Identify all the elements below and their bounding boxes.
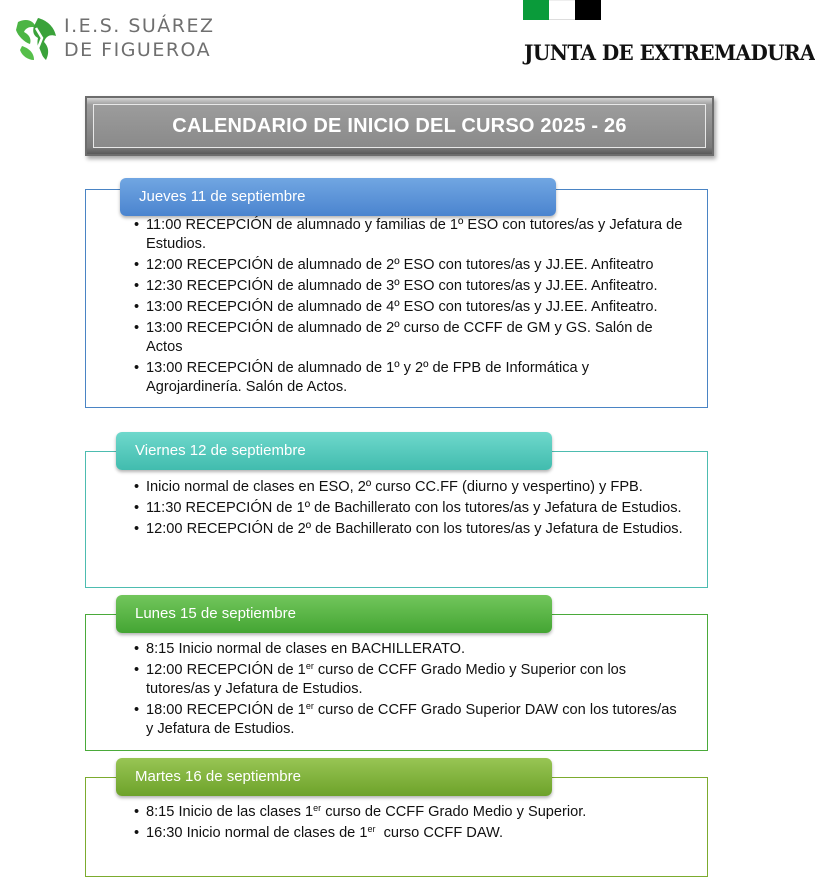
section-list-viernes [134,478,684,541]
section-header-viernes: Viernes 12 de septiembre [116,432,552,470]
school-leaf-logo-icon [12,14,60,64]
list-item: • 13:00 RECEPCIÓN de alumnado de 4º ESO con tutores/as y JJ.EE. Anfiteatro. [134,298,684,317]
page-title: CALENDARIO DE INICIO DEL CURSO 2025 - 26 [172,114,627,137]
list-item: • 12:00 RECEPCIÓN de 2º de Bachillerato con los tutores/as y Jefatura de Estudios. [134,520,684,539]
list-item: • 18:00 RECEPCIÓN de 1er curso de CCFF Grado Superior DAW con los tutores/as y Jefatura de Estudios. [134,701,684,740]
section-header-lunes: Lunes 15 de septiembre [116,595,552,633]
junta-name: JUNTA DE EXTREMADURA [524,40,815,65]
title-banner [85,96,714,156]
section-header-martes: Martes 16 de septiembre [116,758,552,796]
list-item: • 12:30 RECEPCIÓN de alumnado de 3º ESO con tutores/as y JJ.EE. Anfiteatro. [134,277,684,296]
list-item: • 11:00 RECEPCIÓN de alumnado y familias de 1º ESO con tutores/as y Jefatura de Estudios. [134,216,684,255]
list-item: • 12:00 RECEPCIÓN de 1er curso de CCFF Grado Medio y Superior con los tutores/as y Jefatura de Estudios. [134,661,684,700]
section-list-martes [134,803,684,845]
extremadura-flag-icon [523,0,601,20]
superscript-er: er [305,660,314,671]
school-name-line2: DE FIGUEROA [64,39,212,61]
list-item: • 11:30 RECEPCIÓN de 1º de Bachillerato con los tutores/as y Jefatura de Estudios. [134,499,684,518]
section-list-lunes [134,640,684,741]
list-item: • 8:15 Inicio de las clases 1er curso de CCFF Grado Medio y Superior. [134,803,684,822]
list-item: • 8:15 Inicio normal de clases en BACHILLERATO. [134,640,684,659]
section-list-jueves [134,216,684,399]
superscript-er: er [313,803,322,813]
superscript-er: er [367,823,376,834]
list-item: • 16:30 Inicio normal de clases de 1er curso CCFF DAW. [134,824,684,843]
school-logo [12,10,215,68]
list-item: • 13:00 RECEPCIÓN de alumnado de 2º curso de CCFF de GM y GS. Salón de Actos [134,319,684,358]
school-name-line1: I.E.S. SUÁREZ [64,15,215,37]
superscript-er: er [305,701,314,712]
list-item: • 13:00 RECEPCIÓN de alumnado de 1º y 2º de FPB de Informática y Agrojardinería. Salón de Actos. [134,359,684,398]
list-item: • 12:00 RECEPCIÓN de alumnado de 2º ESO con tutores/as y JJ.EE. Anfiteatro [134,256,684,275]
list-item: • Inicio normal de clases en ESO, 2º curso CC.FF (diurno y vespertino) y FPB. [134,478,684,497]
section-header-jueves: Jueves 11 de septiembre [120,178,556,216]
junta-logo [520,0,815,72]
